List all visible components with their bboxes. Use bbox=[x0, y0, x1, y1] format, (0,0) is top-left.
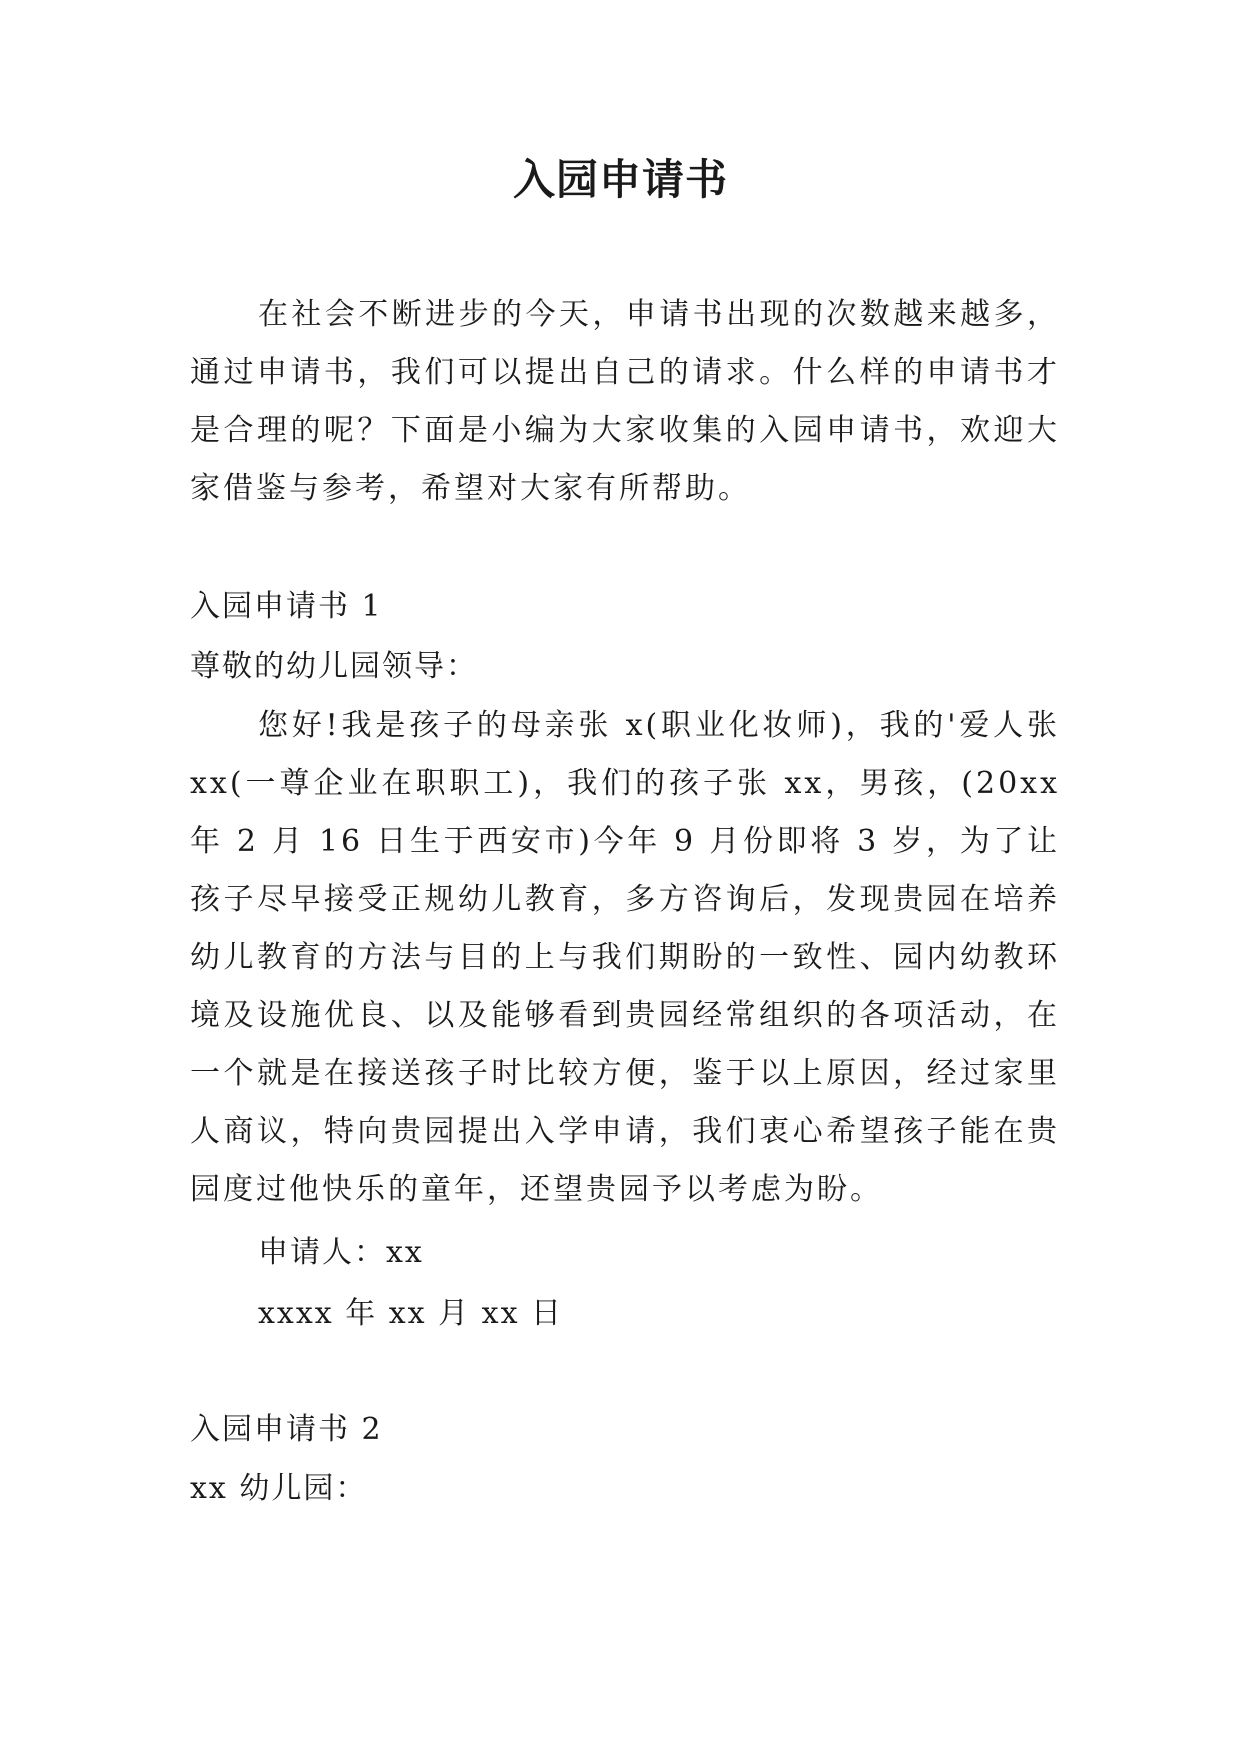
section-1-date: xxxx 年 xx 月 xx 日 bbox=[258, 1296, 564, 1331]
section-1-body: 您好!我是孩子的母亲张 x(职业化妆师)，我的'爱人张 xx(一尊企业在职职工)，我们的孩子张 xx，男孩，(20xx 年 2 月 16 日生于西安市)今年 9 月份即将 3 岁，为了让孩子尽早接受正规幼儿教育，多方咨询后，发现贵园在培养幼儿教育的方法与目的上与我们期盼的一致性、园内幼教环境及设施优良、以及能够看到贵园经常组织的各项活动，在一个就是在接送孩子时比较方便，鉴于以上原因，经过家里人商议，特向贵园提出入学申请，我们衷心希望孩子能在贵园度过他快乐的童年，还望贵园予以考虑为盼。 bbox=[190, 708, 1060, 1207]
section-1-salutation: 尊敬的幼儿园领导： bbox=[190, 649, 478, 684]
section-2-salutation: xx 幼儿园： bbox=[190, 1471, 368, 1506]
intro-paragraph: 在社会不断进步的今天，申请书出现的次数越来越多，通过申请书，我们可以提出自己的请求。什么样的申请书才是合理的呢？下面是小编为大家收集的入园申请书，欢迎大家借鉴与参考，希望对大家有所帮助。 bbox=[190, 297, 1060, 506]
section-1-signature: 申请人：xx bbox=[258, 1235, 424, 1270]
section-1-heading: 入园申请书 1 bbox=[190, 589, 383, 624]
document-title: 入园申请书 bbox=[512, 155, 728, 204]
section-2-heading: 入园申请书 2 bbox=[190, 1412, 383, 1447]
